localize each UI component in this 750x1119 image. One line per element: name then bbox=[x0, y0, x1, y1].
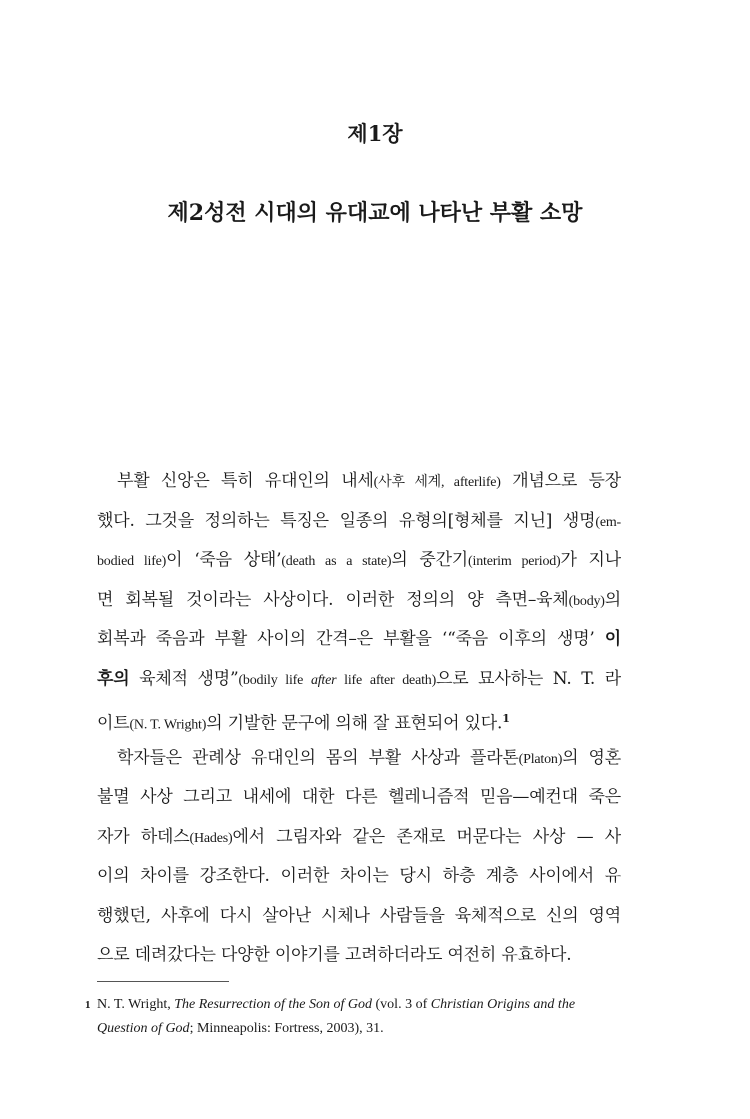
footnote-series-title: Christian Origins and the Question of God bbox=[97, 997, 576, 1036]
footnote-number: 1 bbox=[85, 999, 91, 1011]
text-line: 면 회복될 것이라는 사상이다. 이러한 정의의 양 측면–육체(body)의 bbox=[97, 589, 621, 610]
footnote-divider bbox=[97, 981, 229, 982]
chapter-title: 제2성전 시대의 유대교에 나타난 부활 소망 bbox=[167, 200, 583, 226]
text-line: 으로 데려갔다는 다양한 이야기를 고려하더라도 여전히 유효하다. bbox=[97, 945, 572, 965]
footnote: 1 N. T. Wright, The Resurrection of the Son of God (vol. 3 of Christian Origins and the Question of God; Minneapolis: Fortress, 2003), 31. bbox=[97, 993, 627, 1041]
footnote-ref[interactable]: 1 bbox=[502, 712, 510, 725]
footnote-book-title: The Resurrection of the Son of God bbox=[174, 997, 373, 1012]
text-line: 행했던, 사후에 다시 살아난 시체나 사람들을 육체적으로 신의 영역 bbox=[97, 905, 621, 926]
text-line: 했다. 그것을 정의하는 특징은 일종의 유형의[형체를 지닌] 생명(em- bbox=[97, 510, 621, 531]
text-line: 불멸 사상 그리고 내세에 대한 다른 헬레니즘적 믿음—예컨대 죽은 bbox=[97, 787, 621, 807]
text-line: 후의 육체적 생명”(bodily life after life after death)으로 묘사하는 N. T. 라 bbox=[97, 668, 621, 689]
text-line: bodied life)이 ‘죽음 상태’(death as a state)의 중간기(interim period)가 지나 bbox=[97, 550, 621, 570]
text-line: 부활 신앙은 특히 유대인의 내세(사후 세계, afterlife) 개념으로 등장 bbox=[117, 471, 621, 491]
text-line: 학자들은 관례상 유대인의 몸의 부활 사상과 플라톤(Platon)의 영혼 bbox=[117, 747, 621, 768]
chapter-label: 제1장 bbox=[347, 121, 403, 146]
text-line: 이트(N. T. Wright)의 기발한 문구에 의해 잘 표현되어 있다.$^1$ bbox=[97, 712, 510, 734]
text-line: 회복과 죽음과 부활 사이의 간격–은 부활을 ‘“죽음 이후의 생명’ 이 bbox=[97, 629, 621, 649]
body-text bbox=[97, 462, 621, 976]
text-line: 자가 하데스(Hades)에서 그림자와 같은 존재로 머문다는 사상 — 사 bbox=[97, 826, 621, 847]
text-line: 이의 차이를 강조한다. 이러한 차이는 당시 하층 계층 사이에서 유 bbox=[97, 866, 621, 886]
